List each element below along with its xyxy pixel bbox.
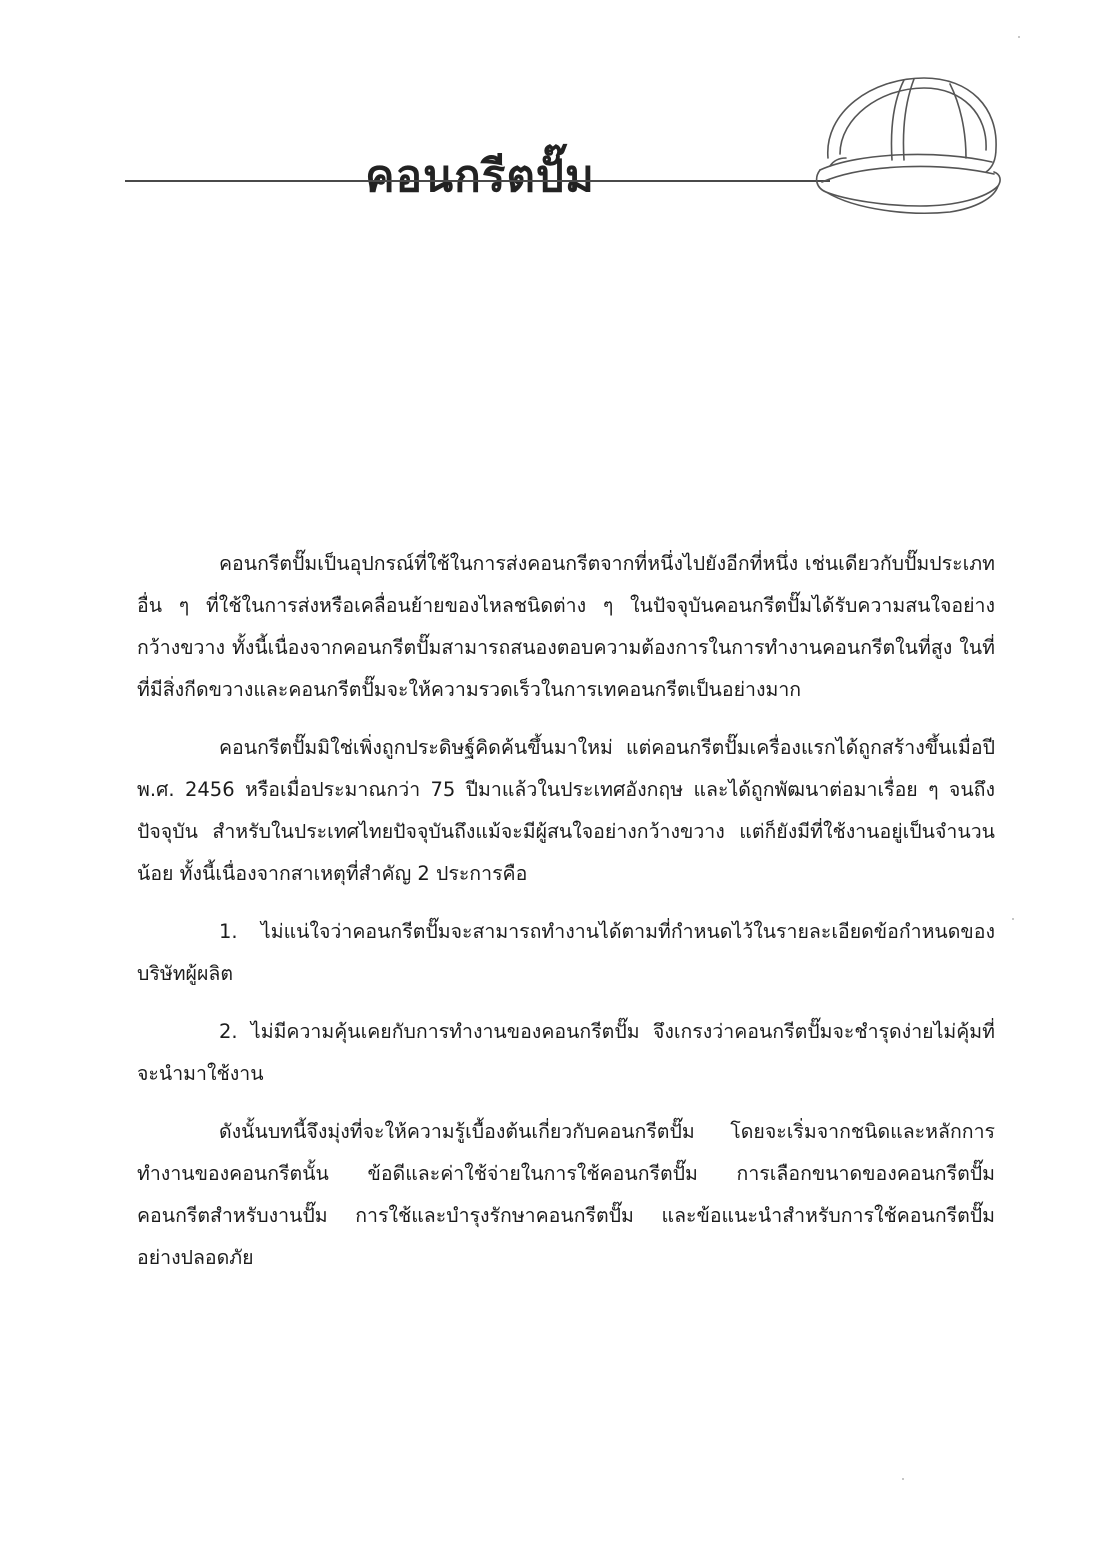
safety-helmet-icon bbox=[800, 50, 1010, 220]
paragraph-chapter-scope: ดังนั้นบทนี้จึงมุ่งที่จะให้ความรู้เบื้องต้นเกี่ยวกับคอนกรีตปั๊ม โดยจะเริ่มจากชนิดและหลักการทำงานของคอนกรีตนั้น ข้อดีและค่าใช้จ่ายในการใช้คอนกรีตปั๊ม การเลือกขนาดของคอนกรีตปั๊ม คอนกรีตสำหรับงานปั๊ม การใช้และบำรุงรักษาคอนกรีตปั๊ม และข้อแนะนำสำหรับการใช้คอนกรีตปั๊มอย่างปลอดภัย bbox=[137, 1120, 995, 1269]
body-text bbox=[137, 543, 995, 1295]
scan-speck bbox=[1012, 918, 1014, 920]
paragraph-history: คอนกรีตปั๊มมิใช่เพิ่งถูกประดิษฐ์คิดค้นขึ้นมาใหม่ แต่คอนกรีตปั๊มเครื่องแรกได้ถูกสร้างขึ้นเมื่อปี พ.ศ. 2456 หรือเมื่อประมาณกว่า 75 ปีมาแล้วในประเทศอังกฤษ และได้ถูกพัฒนาต่อมาเรื่อย ๆ จนถึงปัจจุบัน สำหรับในประเทศไทยปัจจุบันถึงแม้จะมีผู้สนใจอย่างกว้างขวาง แต่ก็ยังมีที่ใช้งานอยู่เป็นจำนวนน้อย ทั้งนี้เนื่องจากสาเหตุที่สำคัญ 2 ประการคือ bbox=[137, 736, 995, 885]
list-item-reason-2: 2. ไม่มีความคุ้นเคยกับการทำงานของคอนกรีตปั๊ม จึงเกรงว่าคอนกรีตปั๊มจะชำรุดง่ายไม่คุ้มที่จะนำมาใช้งาน bbox=[137, 1020, 995, 1085]
title-underline bbox=[125, 180, 830, 182]
list-item-reason-1: 1. ไม่แน่ใจว่าคอนกรีตปั๊มจะสามารถทำงานได้ตามที่กำหนดไว้ในรายละเอียดข้อกำหนดของบริษัทผู้ผลิต bbox=[137, 920, 995, 985]
scan-speck bbox=[1018, 36, 1020, 38]
paragraph-intro: คอนกรีตปั๊มเป็นอุปกรณ์ที่ใช้ในการส่งคอนกรีตจากที่หนึ่งไปยังอีกที่หนึ่ง เช่นเดียวกับปั๊มประเภทอื่น ๆ ที่ใช้ในการส่งหรือเคลื่อนย้ายของไหลชนิดต่าง ๆ ในปัจจุบันคอนกรีตปั๊มได้รับความสนใจอย่างกว้างขวาง ทั้งนี้เนื่องจากคอนกรีตปั๊มสามารถสนองตอบความต้องการในการทำงานคอนกรีตในที่สูง ในที่ที่มีสิ่งกีดขวางและคอนกรีตปั๊มจะให้ความรวดเร็วในการเทคอนกรีตเป็นอย่างมาก bbox=[137, 552, 995, 701]
chapter-title: คอนกรีตปั๊ม bbox=[365, 151, 595, 203]
scan-speck bbox=[902, 1478, 904, 1480]
